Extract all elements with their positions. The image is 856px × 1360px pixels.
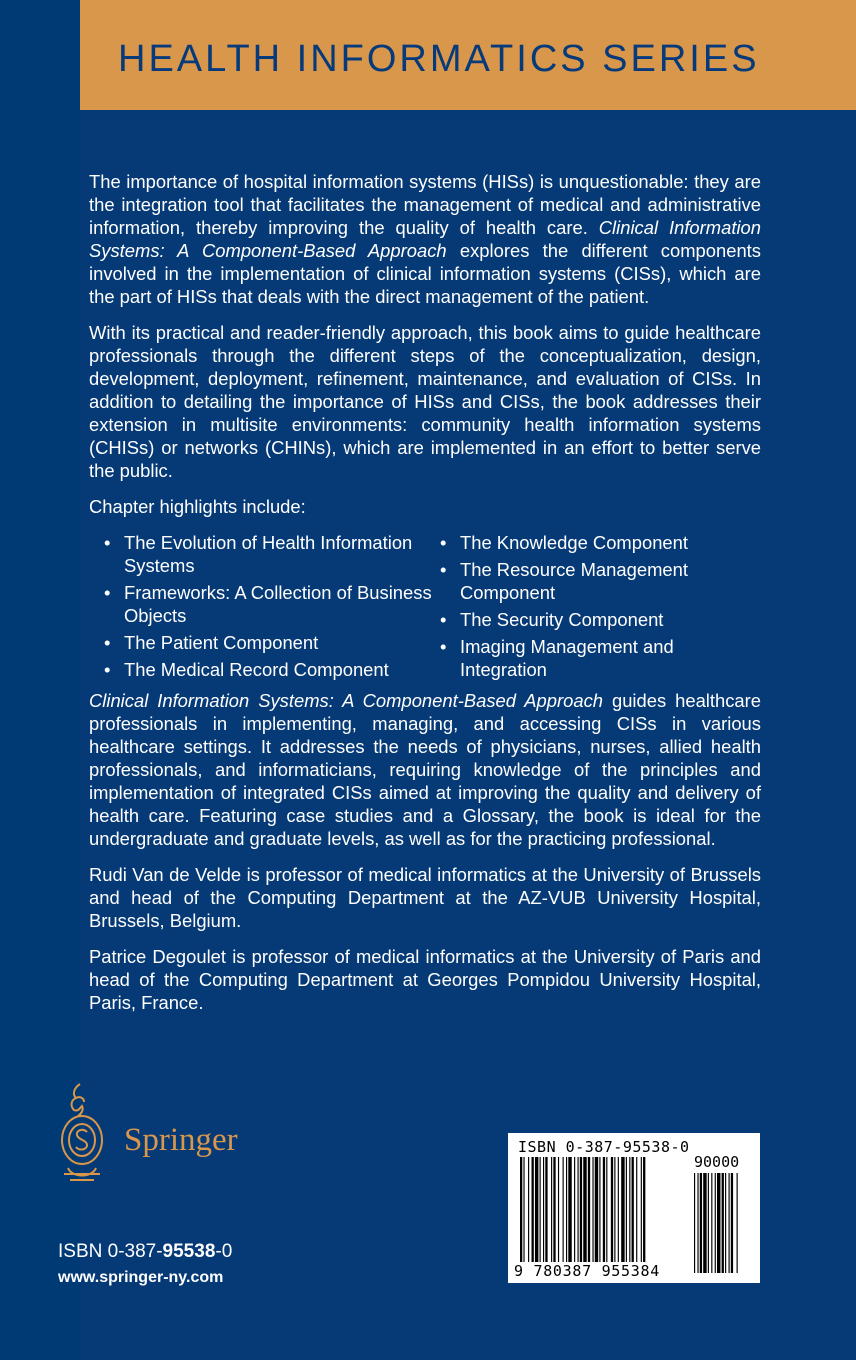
barcode-bar (641, 1157, 642, 1263)
paragraph-summary-text: guides healthcare professionals in implementing, managing, and accessing CISs in various healthcare settings. It addresses the needs of physicians, nurses, allied health professionals, and informaticians, requiring knowledge of the principles and implementation of integrated CISs aimed at improving the quality and delivery of health care. Featuring case studies and a Glossary, the book is ideal for the undergraduate and graduate levels, as well as for the practicing professional. (89, 690, 762, 849)
bullet-icon: • (104, 532, 111, 553)
barcode-bar (578, 1157, 579, 1263)
highlight-item: • The Knowledge Component (440, 532, 688, 553)
barcode-addon-bar (731, 1173, 733, 1273)
barcode-bar (580, 1157, 582, 1263)
barcode-bar (603, 1157, 605, 1263)
barcode-bar (528, 1157, 529, 1263)
barcode (508, 1133, 760, 1283)
bullet-icon: • (440, 636, 447, 657)
barcode-bar (574, 1157, 575, 1263)
book-title: Clinical Information Systems: A Component-Based Approach (89, 217, 761, 261)
paragraph-summary (89, 689, 761, 850)
barcode-addon-bar (729, 1173, 730, 1273)
highlights-right-column (440, 531, 750, 685)
publisher-url: www.springer-ny.com (58, 1269, 224, 1286)
barcode-bar (621, 1157, 624, 1263)
series-title: HEALTH INFORMATICS SERIES (118, 38, 760, 80)
barcode-addon-bar (700, 1173, 702, 1273)
barcode-addon-bar (703, 1173, 706, 1273)
highlight-item: • The Resource Management Component (440, 559, 688, 603)
barcode-bar (618, 1157, 619, 1263)
barcode-addon-bar (715, 1173, 716, 1273)
highlight-item: • The Evolution of Health Information Systems (104, 532, 413, 576)
barcode-addon-bar (722, 1173, 724, 1273)
bullet-icon: • (104, 659, 111, 680)
barcode-bar (551, 1157, 552, 1263)
author-bio-1: Rudi Van de Velde is professor of medical informatics at the University of Brussels and head of the Computing Department at the AZ-VUB University Hospital, Brussels, Belgium. (89, 864, 761, 931)
highlights-left-column (104, 531, 440, 685)
highlights-label: Chapter highlights include: (89, 496, 306, 517)
bullet-icon: • (440, 609, 447, 630)
barcode-addon-bar (737, 1173, 738, 1273)
barcode-bar (543, 1157, 544, 1263)
barcode-bar (558, 1157, 559, 1263)
barcode-addon-bar (708, 1173, 709, 1273)
back-cover-text (89, 170, 761, 1027)
paragraph-intro-text: The importance of hospital information systems (HISs) is unquestionable: they are the integration tool that facilitates the management of medical and administrative information, thereby improving the quality of health care. (89, 171, 761, 238)
barcode-bar (614, 1157, 615, 1263)
paragraph-intro-continued: explores the different components involved in the implementation of clinical information systems (CISs), which are the part of HISs that deals with the direct management of the patient. (89, 240, 761, 307)
barcode-bar (592, 1157, 593, 1263)
barcode-bar (566, 1157, 567, 1263)
highlight-item: • The Security Component (440, 609, 664, 630)
barcode-bar (545, 1157, 547, 1263)
barcode-bar (599, 1157, 600, 1263)
barcode-bar (636, 1157, 637, 1263)
barcode-bar (629, 1157, 630, 1263)
barcode-price-code: 90000 (694, 1153, 740, 1171)
barcode-bar (588, 1157, 590, 1263)
barcode-addon-bar (717, 1173, 720, 1273)
barcode-bar (595, 1157, 598, 1263)
highlight-item: • The Patient Component (104, 632, 319, 653)
barcode-bar (532, 1157, 534, 1263)
highlight-item: • Frameworks: A Collection of Business Objects (104, 582, 432, 626)
barcode-isbn: ISBN 0-387-95538-0 (518, 1138, 690, 1156)
bullet-icon: • (440, 559, 447, 580)
barcode-bar (540, 1157, 541, 1263)
barcode-bar (535, 1157, 538, 1263)
paragraph-approach: With its practical and reader-friendly approach, this book aims to guide healthcare professionals through the different steps of the conceptualization, design, development, deployment, refinement, maintenance, and evaluation of CISs. In addition to detailing the importance of HISs and CISs, the book addresses their extension in multisite environments: community health information systems (CHISs) or networks (CHINs), which are implemented in an effort to better serve the public. (89, 322, 761, 481)
barcode-bar (523, 1157, 524, 1263)
barcode-bar (553, 1157, 555, 1263)
bullet-icon: • (104, 582, 111, 603)
barcode-addon-bar (711, 1173, 712, 1273)
author-bio-2: Patrice Degoulet is professor of medical informatics at the University of Paris and head of the Computing Department at Georges Pompidou University Hospital, Paris, France. (89, 946, 761, 1013)
barcode-bar (632, 1157, 634, 1263)
bullet-icon: • (440, 532, 447, 553)
barcode-addon-bar (694, 1173, 695, 1273)
barcode-bar (626, 1157, 627, 1263)
isbn-line: ISBN 0-387-95538-0 (58, 1241, 233, 1262)
bullet-icon: • (104, 632, 111, 653)
paragraph-intro (89, 170, 761, 308)
barcode-bar (606, 1157, 607, 1263)
publisher-name: Springer (124, 1122, 238, 1158)
barcode-bar (611, 1157, 613, 1263)
barcode-bar (520, 1157, 522, 1263)
barcode-ean: 9 780387 955384 (514, 1262, 660, 1280)
barcode-addon-bar (725, 1173, 726, 1273)
barcode-bar (643, 1157, 645, 1263)
knight-icon (62, 1084, 102, 1180)
highlight-item: • The Medical Record Component (104, 659, 389, 680)
book-title: Clinical Information Systems: A Component-Based Approach (89, 690, 603, 711)
barcode-addon-bar (697, 1173, 698, 1273)
highlight-item: • Imaging Management and Integration (440, 636, 674, 680)
highlights-list (89, 531, 761, 685)
barcode-bar (568, 1157, 571, 1263)
barcode-bar (563, 1157, 564, 1263)
barcode-bar (583, 1157, 586, 1263)
